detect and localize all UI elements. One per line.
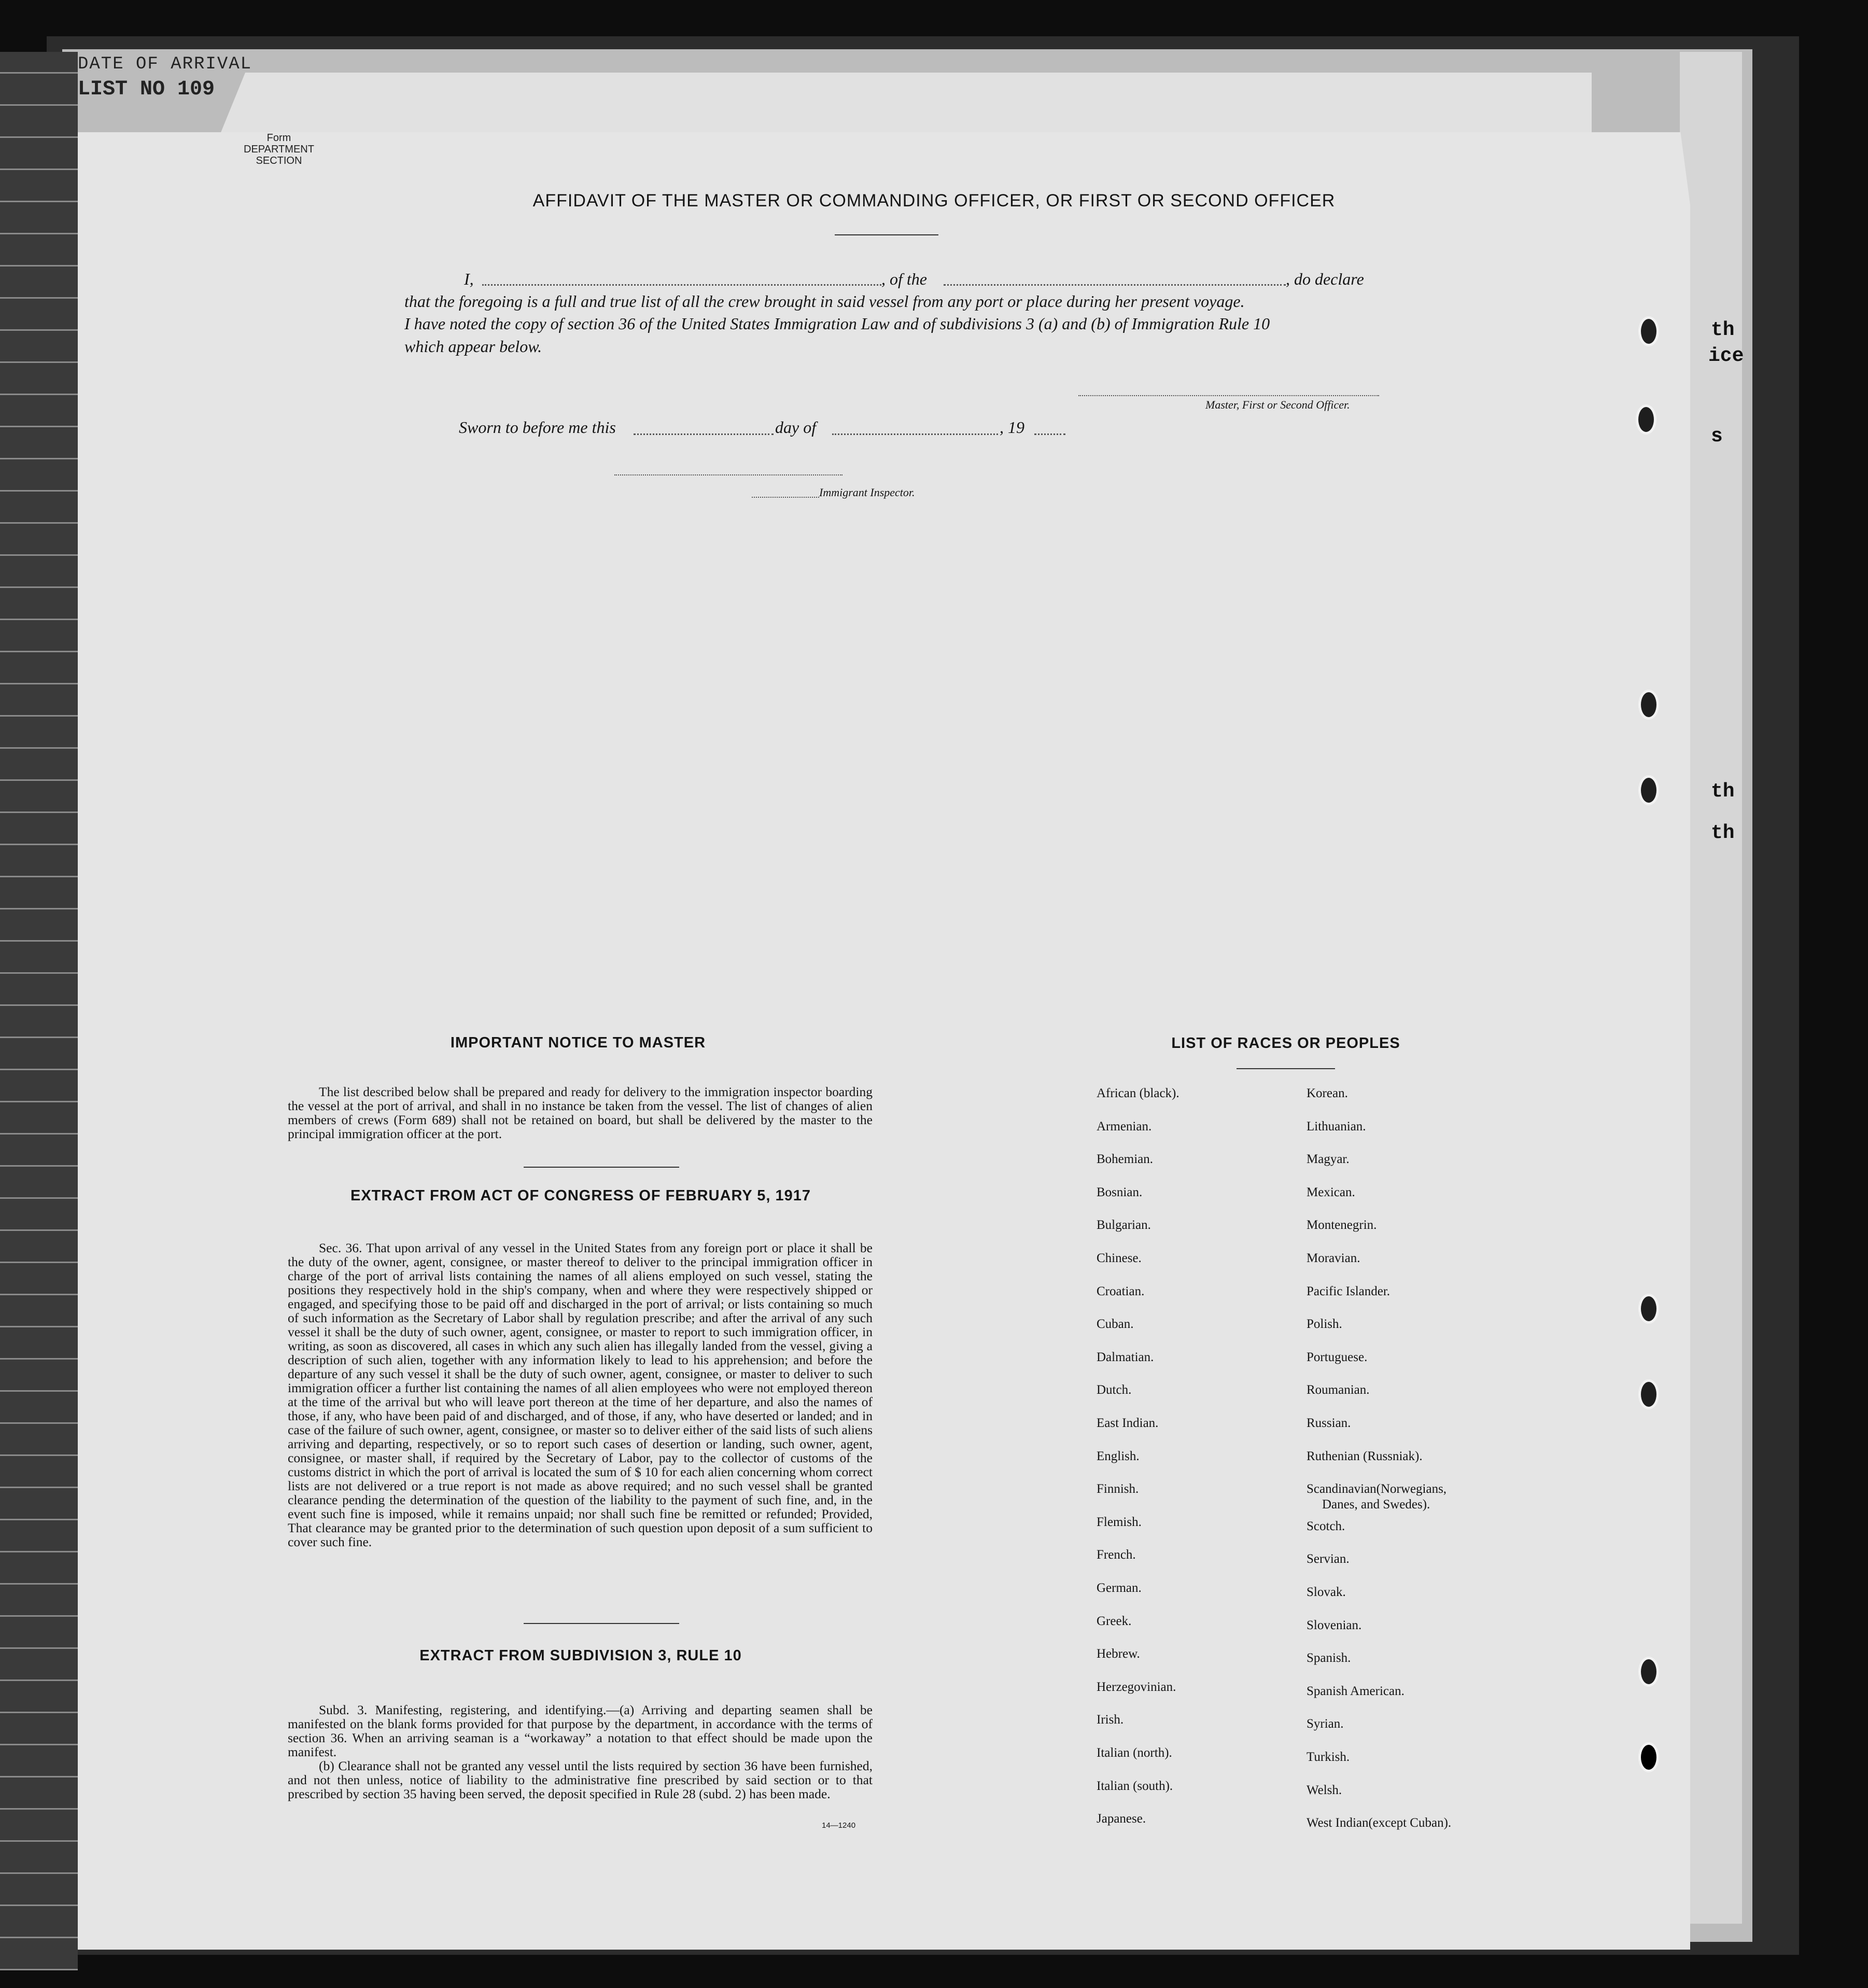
race-item: French.: [1097, 1548, 1136, 1562]
race-item: Magyar.: [1307, 1152, 1350, 1167]
divider: [524, 1167, 679, 1168]
race-item: Roumanian.: [1307, 1383, 1370, 1397]
races-underline: [1237, 1068, 1335, 1069]
affidavit-line4: which appear below.: [404, 337, 542, 356]
race-item: Syrian.: [1307, 1717, 1344, 1731]
punch-hole: [1638, 1742, 1659, 1772]
punch-hole: [1638, 1379, 1659, 1409]
notice-text: The list described below shall be prepared and ready for delivery to the immigration inspector boarding the vessel at the port of arrival, and shall in no instance be taken from the vessel. The list of changes of alien members of crews (Form 689) shall not be retained on board, but shall be delivered by the master to the principal immigration officer at the port.: [288, 1084, 873, 1141]
race-item: Spanish.: [1307, 1651, 1351, 1665]
back-fragment: s: [1711, 425, 1723, 447]
title-underline: [835, 234, 938, 235]
form-label-text: Form DEPARTMENT SECTION: [244, 132, 314, 166]
back-fragment: ice: [1708, 345, 1744, 367]
notice-title: IMPORTANT NOTICE TO MASTER: [450, 1034, 706, 1051]
race-item: Slovak.: [1307, 1585, 1346, 1599]
punch-hole: [1638, 316, 1659, 346]
race-item: Dalmatian.: [1097, 1350, 1154, 1364]
race-item: Bosnian.: [1097, 1185, 1143, 1199]
race-item: Lithuanian.: [1307, 1119, 1366, 1133]
punch-hole: [1638, 1294, 1659, 1324]
inspector-caption: Immigrant Inspector.: [819, 486, 915, 499]
back-page-list-no: LIST NO 109: [78, 78, 215, 101]
race-item: Herzegovinian.: [1097, 1679, 1176, 1694]
race-item: Russian.: [1307, 1416, 1351, 1430]
race-item: Hebrew.: [1097, 1647, 1140, 1661]
extract-act-text: Sec. 36. That upon arrival of any vessel in the United States from any foreign port or place it shall be the duty of the owner, agent, consignee, or master thereof to deliver to the principal immigration officer in charge of the port of arrival lists containing the names of all aliens employed on such vessel, stating the positions they respectively hold in the ship's company, when and where they were respectively shipped or engaged, and specifying those to be paid off and discharged in the port of arrival; or lists containing so much of such information as the Secretary of Labor shall by regulation prescribe; and after the arrival of any such vessel it shall be the duty of such owner, agent, consignee, or master to report to such immigration officer, in writing, as soon as discovered, all cases in which any such alien has illegally landed from the vessel, giving a description of such alien, together with any information likely to lead to his apprehension; and before the departure of any such vessel it shall be the duty of such owner, agent, consignee, or master to deliver to such immigration officer a further list containing the names of all alien employees who were not employed thereon at the time of the arrival but who will leave port thereon at the time of her departure, and also the names of those, if any, who have been paid of and discharged, and of those, if any, who have deserted or landed; and in case of the failure of such owner, agent, consignee, or master so to deliver either of the said lists of such aliens arriving and departing, respectively, or so to report such cases of desertion or landing, such owner, agent, consignee, or master shall, if required by the Secretary of Labor, pay to the collector of customs of the customs district in which the port of arrival is located the sum of $ 10 for each alien concerning whom correct lists are not delivered or a true report is not made as above required; and no such vessel shall be granted clearance pending the determination of the question of the liability to the payment of such fine, and, in the event such fine is imposed, while it remains unpaid; nor shall such fine be remitted or refunded; Provided, That clearance may be granted prior to the determination of such question upon deposit of a sum sufficient to cover such fine.: [288, 1240, 873, 1549]
race-item: Cuban.: [1097, 1317, 1134, 1332]
race-item: Welsh.: [1307, 1783, 1342, 1797]
race-item: Scotch.: [1307, 1519, 1345, 1533]
race-item: Servian.: [1307, 1552, 1350, 1566]
back-page-header: DATE OF ARRIVAL: [78, 54, 252, 74]
race-item: West Indian(except Cuban).: [1307, 1816, 1452, 1830]
punch-hole: [1636, 404, 1656, 435]
race-item: Ruthenian (Russniak).: [1307, 1449, 1423, 1463]
notice-body: [288, 1085, 873, 1141]
race-item: Pacific Islander.: [1307, 1284, 1391, 1298]
race-item: English.: [1097, 1449, 1140, 1463]
punch-hole: [1638, 1657, 1659, 1687]
inspector-blank: [614, 474, 842, 475]
ledger-grid: [0, 52, 78, 1970]
form-number: 14—1240: [822, 1821, 856, 1830]
year-blank: [1034, 433, 1065, 435]
month-blank: [832, 433, 998, 435]
races-title: LIST OF RACES OR PEOPLES: [1171, 1035, 1400, 1052]
race-item: German.: [1097, 1581, 1142, 1595]
race-item: Chinese.: [1097, 1251, 1142, 1265]
race-item: Portuguese.: [1307, 1350, 1368, 1364]
race-item: Montenegrin.: [1307, 1218, 1377, 1233]
race-item: Bulgarian.: [1097, 1218, 1151, 1233]
signer-caption: Master, First or Second Officer.: [1205, 398, 1350, 411]
back-fragment: th: [1711, 780, 1735, 803]
affidavit-of-the: , of the: [881, 270, 927, 288]
race-item: African (black).: [1097, 1086, 1179, 1100]
race-item: Italian (south).: [1097, 1779, 1173, 1793]
race-item: Mexican.: [1307, 1185, 1355, 1199]
extract-rule-body: [288, 1703, 873, 1801]
race-item: Flemish.: [1097, 1515, 1142, 1529]
extract-rule-text-b: (b) Clearance shall not be granted any vessel until the lists required by section 36 have been furnished, and not then unless, notice of liability to the administrative fine prescribed by said section or to that prescribed by section 35 having been served, the deposit specified in Rule 28 (subd. 2) has been made.: [288, 1758, 873, 1801]
affidavit-title: AFFIDAVIT OF THE MASTER OR COMMANDING OFFICER, OR FIRST OR SECOND OFFICER: [532, 191, 1336, 211]
extract-rule-text-a: Subd. 3. Manifesting, registering, and identifying.—(a) Arriving and departing seamen shall be manifested on the blank forms provided for that purpose by the department, in accordance with the terms of section 36. When an arriving seaman is a “workaway” a notation to that effect should be made upon the manifest.: [288, 1702, 873, 1759]
divider: [524, 1623, 679, 1624]
signature-blank: [1078, 395, 1379, 396]
race-item: Armenian.: [1097, 1119, 1152, 1133]
race-item: Croatian.: [1097, 1284, 1145, 1298]
page-top-tab: [218, 73, 1592, 140]
extract-act-title: EXTRACT FROM ACT OF CONGRESS OF FEBRUARY 5, 1917: [350, 1187, 811, 1204]
extract-rule-title: EXTRACT FROM SUBDIVISION 3, RULE 10: [419, 1647, 742, 1664]
affidavit-declare: , do declare: [1286, 270, 1364, 288]
day-blank: [634, 433, 774, 435]
race-item: Irish.: [1097, 1713, 1124, 1727]
vessel-blank: [944, 284, 1286, 286]
back-fragment: th: [1711, 822, 1735, 844]
race-item: Japanese.: [1097, 1812, 1146, 1826]
year-text: , 19: [1000, 418, 1024, 437]
punch-hole: [1638, 775, 1659, 805]
race-item: Turkish.: [1307, 1750, 1350, 1764]
day-of-text: day of: [775, 418, 817, 437]
form-label: [244, 132, 314, 166]
race-item: Greek.: [1097, 1614, 1132, 1628]
affidavit-line2: that the foregoing is a full and true list of all the crew brought in said vessel from any port or place during her present voyage.: [404, 292, 1245, 311]
sworn-text: Sworn to before me this: [459, 418, 616, 437]
race-item: Bohemian.: [1097, 1152, 1154, 1167]
affidavit-line3: I have noted the copy of section 36 of the United States Immigration Law and of subdivisions 3 (a) and (b) of Immigration Rule 10: [404, 314, 1270, 333]
inspector-caption-lead: [752, 497, 819, 498]
affidavit-i: I,: [464, 270, 474, 288]
race-item: Italian (north).: [1097, 1746, 1172, 1760]
race-item-continuation: Danes, and Swedes).: [1322, 1497, 1430, 1512]
race-item: Dutch.: [1097, 1383, 1132, 1397]
extract-act-body: [288, 1241, 873, 1549]
race-item: Scandinavian(Norwegians,: [1307, 1482, 1447, 1496]
race-item: Polish.: [1307, 1317, 1342, 1332]
race-item: Spanish American.: [1307, 1684, 1404, 1698]
race-item: Slovenian.: [1307, 1618, 1362, 1632]
name-blank: [482, 284, 881, 286]
race-item: Moravian.: [1307, 1251, 1360, 1265]
race-item: Finnish.: [1097, 1482, 1139, 1496]
punch-hole: [1638, 690, 1659, 720]
race-item: East Indian.: [1097, 1416, 1159, 1430]
back-fragment: th: [1711, 319, 1735, 341]
race-item: Korean.: [1307, 1086, 1348, 1100]
